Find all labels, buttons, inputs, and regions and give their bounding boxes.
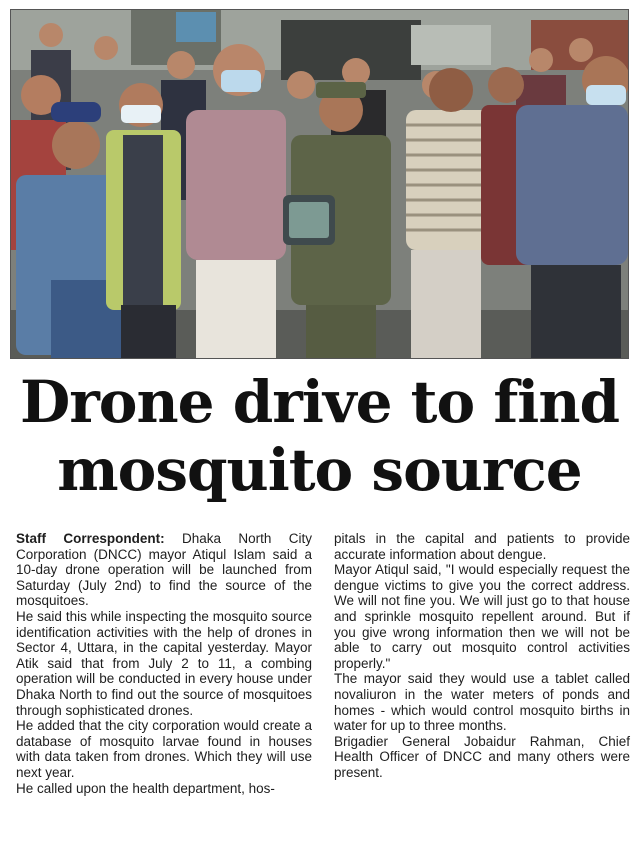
paragraph: He said this while inspecting the mosquito source identification activities with the help of drones in Sector 4, Uttara, in the capital yesterday. Mayor Atik said that from July 2 to 11, a combing operation will be conducted in every house under Dhaka North to find out the source of mosquitoes through sophisticated drones. <box>16 608 312 718</box>
crowd-illustration <box>11 10 628 358</box>
paragraph: He added that the city corporation would create a database of mosquito larvae found in houses with data taken from drones. Which they will use next year. <box>16 718 312 780</box>
byline: Staff Correspondent: <box>16 531 165 546</box>
paragraph-text: Dhaka North City Corporation (DNCC) mayor Atiqul Islam said a 10-day drone operation will be launched from Saturday (July 2nd) to find the source of the mosquitoes. <box>16 531 312 609</box>
headline-line-1: Drone drive to find <box>19 368 620 436</box>
paragraph <box>16 531 312 609</box>
paragraph: pitals in the capital and patients to provide accurate information about dengue. <box>334 531 630 562</box>
news-photo <box>10 9 629 359</box>
paragraph: Mayor Atiqul said, "I would especially request the dengue victims to give you the correct address. We will not fine you. We will just go to that house and sprinkle mosquito repellent around. But if you give wrong information then we will not be able to carry out mosquito control activities properly." <box>334 562 630 671</box>
paragraph: Brigadier General Jobaidur Rahman, Chief Health Officer of DNCC and many others were present. <box>334 733 630 780</box>
paragraph: The mayor said they would use a tablet called novaliuron in the water meters of ponds and homes - which would control mosquito births in water for up to three months. <box>334 671 630 734</box>
headline <box>0 368 639 504</box>
article-column-1 <box>16 531 312 831</box>
headline-line-2: mosquito source <box>57 436 582 504</box>
article-column-2 <box>334 531 630 831</box>
paragraph: He called upon the health department, hos- <box>16 780 275 796</box>
article-body <box>16 531 630 831</box>
